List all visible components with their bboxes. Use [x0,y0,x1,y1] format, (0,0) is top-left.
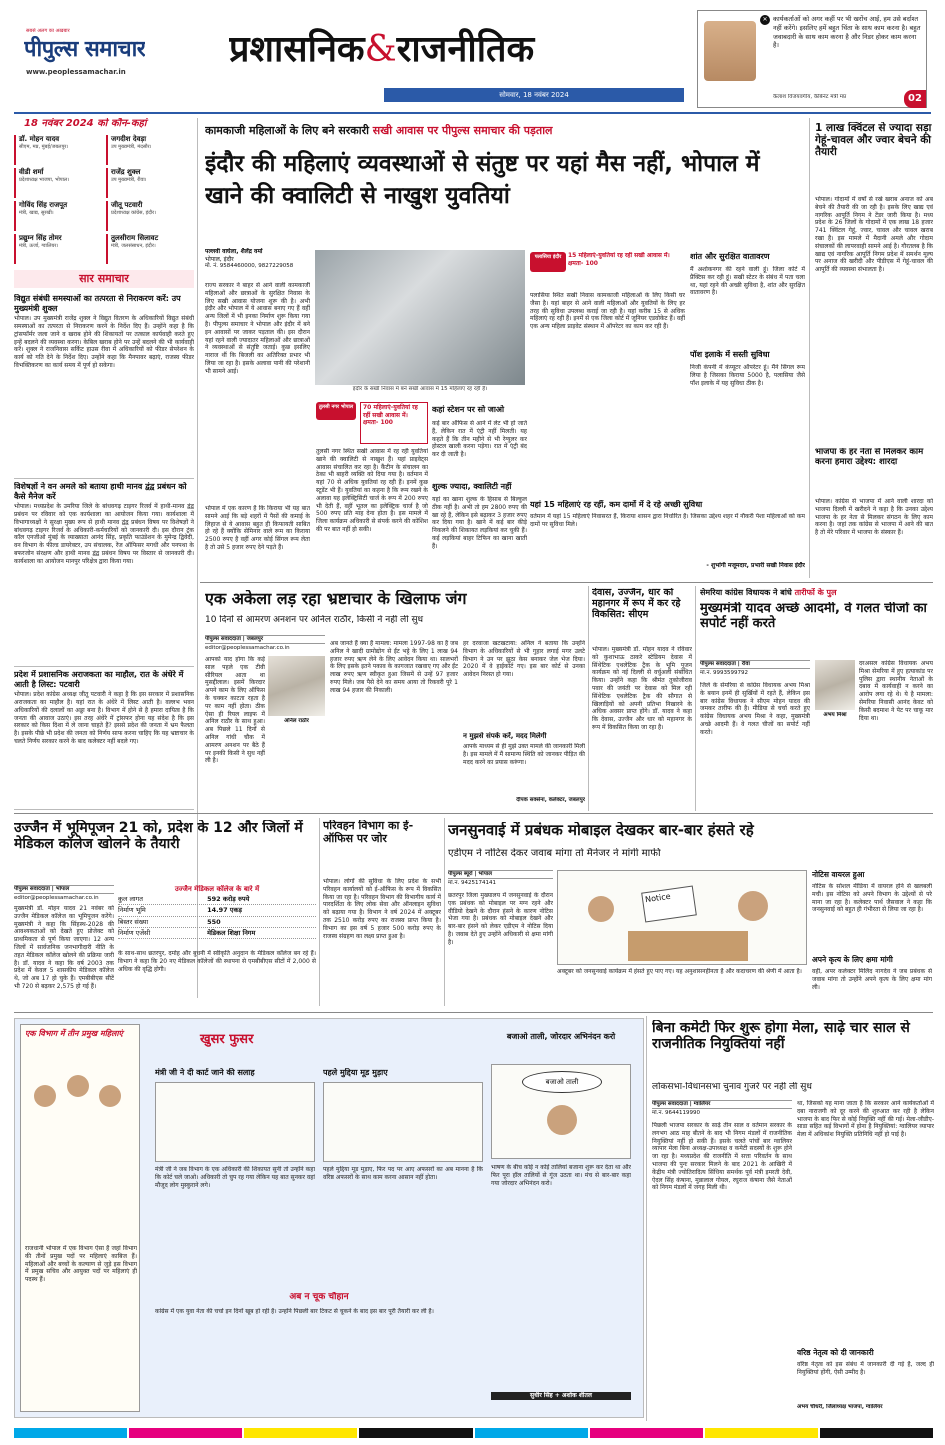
ujjain-table-value: 592 करोड़ रुपये [207,894,250,903]
indore-side2: निजी कंपनी में कंप्यूटर ऑपरेटर हूं। मैंने सिंगल रूम लिया है जिसका किराया 5000 है, पलासिया जैसे पॉश इलाके में यह सुविधा ठीक है। [690,364,805,387]
who-where-place: उप मुख्यमंत्री, मंदसौर। [111,143,152,150]
indore-sub3: यहां 15 महिलाएं रह रहीं, कम दामों में दे रहे अच्छी सुविधा [530,500,703,509]
indore-sub3-body: वर्तमान में यहां 15 महिलाएं निवासरत हैं, किराया शासन द्वारा निर्धारित है। जिसका उद्देश्य शहर में नौकरी पेशा महिलाओं को कम दामों पर सुविधा मिले। [530,513,805,528]
anshan-quote-by: दीपक सक्सेना, कलेक्टर, जबलपुर [516,797,585,803]
cartoon1-woman-3 [99,1085,121,1107]
anshan-byline: पीपुल्स संवाददाता | जबलपुर [205,635,325,644]
saar-item-headline: प्रदेश में प्रशासनिक अराजकता का माहौल, रात के अंधेरे में आती है लिस्ट: पटवारी [14,670,184,689]
anshan-col1: आपको याद होगा कि कई साल पहले एक टीवी सीरियल आता था मुसद्दीलाल। इसमें किरदार अपने काम के लिए ऑफिस के चक्कर काटता रहता है पर काम नहीं होता। ठीक ऐसा ही रियल लाइफ में अनिल राठौर के साथ हुआ। अब पिछले 11 दिनों से अनिल गांधी चौक में आमरण अनशन पर बैठे हैं पर इनकी किसी ने सुध नहीं ली है। [205,656,265,765]
semariya-headline: मुख्यमंत्री यादव अच्छे आदमी, वे गलत चीजों का सपोर्ट नहीं करते [700,602,927,631]
ujjain-table-row [118,894,316,905]
who-where-place: उप मुख्यमंत्री, रीवा। [111,176,147,183]
mela-sub-body: वरिष्ठ नेतृत्व को इस संबंध में जानकारी दी गई है, जल्द ही नियुक्तियां होंगी, ऐसी उम्मीद है। [797,1361,934,1376]
indore-sign: - शुभांगी मजूमदार, प्रभारी सखी निवास इंदौर [706,562,805,569]
anshan-subhead: 10 दिनों से आमरण अनशन पर अनिल राठौर, किसी ने नहीं ली सुध [205,615,424,625]
who-where-place: मंत्री, खाद्य, सुरखी। [19,209,54,216]
ujjain-table-value: मेडिकल शिक्षा निगम [207,928,256,937]
who-where-item [106,201,194,231]
ujjain-email: editor@peoplessamachar.co.in [14,895,99,901]
cartoon1-drawing [29,1065,129,1215]
saar-item-body: भोपाल। प्रदेश कांग्रेस अध्यक्ष जीतू पटवारी ने कहा है कि इस सरकार में प्रशासनिक अराजकता का माहौल है। यहां रात के अंधेरे में लिस्ट आती है। वल्लभ भवन अधिकारियों की दलालों का अड्डा बना है। विभाग में होने से है हमारा दायित्व है कि जनता की आवाज उठाएं। इस तरह अंधेरे में ट्रांसफर होना यह संदेश है कि इस सरकार को किस दिशा में ले जाना चाहते हैं? इससे प्रदेश की जनता में भ्रम फैलता है। इसके पीछे भी प्रदेश की जनता को निर्णय साफ करना चाहिए कि यह भ्रष्टाचार के चलते निर्णय सरकार करने के बाद कलेक्टर नहीं बदले गए। [14,691,194,746]
indore-sub: शांत और सुरक्षित वातावरण [690,252,770,261]
col-rule-6 [444,818,445,1006]
page-number: 02 [904,90,926,108]
masthead-logo: पीपुल्स समाचार [24,37,146,62]
semariya-kicker-plain: सेमरिया कांग्रेस विधायक ने बांधे [700,588,795,597]
who-where-place: मंत्री, जलसंसाधन, इंदौर। [111,242,156,249]
ujjain-table-row [118,928,316,939]
date-bar [384,88,684,102]
ujjain-table-row [118,917,316,928]
lead-kicker-red: सखी आवास पर पीपुल्स समाचार की पड़ताल [372,124,553,137]
minister-quote-author: कैलाश विजयवर्गीय, कैबिनेट मंत्री मप्र [773,94,847,100]
khusur-sign: सुधीर सिंह + अशोक शीतल [491,1392,631,1400]
row-rule-1 [200,582,933,583]
dewas-headline: देवास, उज्जैन, धार को महानगर में रूप में कर रहे विकसित: सीएम [592,588,681,620]
ujjain-byline: पीपुल्स संवाददाता | भोपाल [14,885,114,894]
ujjain-table-row [118,905,316,916]
khusur-cartoon-1 [155,1082,315,1162]
masthead-tagline: सबसे अलग का अख़बार [26,28,70,34]
minister-quote: कार्यकर्ताओं को अगर कहीं पर भी खरोंच आई, हम उसे बर्दाश्त नहीं करेंगे। इसलिए हमें बहुत चिंता के साथ काम करना है। बहुत जवाबदारी के साथ काम करना है और निडर होकर काम करना है। [773,15,921,50]
col-rule-2 [809,118,810,578]
ujjain-table-label: निर्माण भूमि [118,906,146,915]
saar-item [14,294,194,479]
reg-magenta [129,1428,242,1438]
lead-body-2: भोपाल में एक कारण है कि किराया भी यह बात सामने आई कि बड़े शहरों में पैसों की कमाई के लिहाज से ये आवास बहुत ही किफायती साबित हो रहे हैं क्योंकि सेमिनार वाले रूम का किराया 2500 रुपए है वहीं अगर कोई सिंगल रूम लेता है तो उसे 5 हजार रुपए देने पड़ते हैं। [205,505,310,551]
khusur-item1-head: मंत्री जी ने दी कार्ट जाने की सलाह [155,1068,255,1077]
cartoon1-woman-1 [34,1085,56,1107]
reg-magenta-2 [590,1428,703,1438]
who-where-grid [14,135,194,264]
anshan-col3: हर दरवाजा खटखटाया: अनिल ने बताया कि उन्होंने विभाग के अधिकारियों से भी गुहार लगाई मगर उलटे विभाग ने उन पर झूठा केस बनाकर जेल भेज दिया। 2020 में वे हाईकोर्ट गए। इस बार कोर्ट से उनका आवेदन निरस्त हो गया। [463,640,585,679]
jansunvai-side-body-2: वहीं, अपर कलेक्टर मिलिंद नागदेव ने जब प्रबंधक से जवाब मांगा तो उन्होंने अपने कृत्य के लिए क्षमा मांग ली। [812,968,932,991]
x-logo-icon: ✕ [760,15,770,25]
anshan-photo-caption: अनिल राठौर [284,718,309,724]
mela-sub: वरिष्ठ नेतृत्व को दी जानकारी [797,1348,874,1357]
jansunvai-mobile: मो.नं. 9425174141 [448,880,497,886]
mela-sign: अभय चौधरी, जिलाध्यक्ष भाजपा, ग्वालियर [797,1404,883,1410]
mela-body-2: था, जिसको यह माना जाता है कि सरकार आने कार्यकर्ताओं में दबा नाराजगी को दूर करने की शुरुआत कर रही है लेकिन भाजपा के बाद फिर से कोई नियुक्ति नहीं की गई। मेला-जीडीए-साडा सहित कई विभागों में होना है नियुक्तियां: ग्वालियर व्यापार मेला में अधिकांश नियुक्ति प्रतिनिधि नहीं हो पाई है। [797,1100,934,1139]
cartoon1-woman-2 [67,1075,89,1097]
who-where-place: मंत्री, ऊर्जा, ग्वालियर। [19,242,59,249]
ujjain-table-value: 14.97 एकड़ [207,906,242,915]
lead-kicker [205,124,805,140]
mela-mobile: मो.नं. 9644119990 [652,1110,701,1116]
semariya-mobile: मो.नं. 9993599792 [700,670,749,676]
khusur-cartoon-3-man [547,1105,577,1135]
speech-bubble [522,1071,602,1093]
semariya-kicker [700,588,933,598]
lead-byline-box [205,248,310,278]
ujjain-headline: उज्जैन में भूमिपूजन 21 को, प्रदेश के 12 और जिलों में मेडिकल कॉलेज खोलने के तैयारी [14,820,303,853]
cartoon-man-right [738,891,768,921]
who-where-name: डॉ. मोहन यादव [19,134,60,143]
registration-marks [14,1428,933,1438]
who-where-name: गोविंद सिंह राजपूत [19,200,68,209]
section-title [229,28,679,78]
mela-subhead: लोकसभा-विधानसभा चुनाव गुजरे पर नहीं ली सुध [652,1082,812,1092]
right-top-headline: 1 लाख क्विंटल से ज्यादा सड़ा गेहूं-चावल और ज्वार बेचने की तैयारी [815,122,932,159]
who-where-name: वीडी शर्मा [19,167,44,176]
reg-yellow-2 [705,1428,818,1438]
speech-bubble-text: बजाओ ताली [545,1078,579,1086]
semariya-photo [815,660,855,710]
tag-bhopal: तुलसी नगर भोपाल [316,402,356,420]
lead-mobile: मो. नं. 9584460000, 9827229058 [205,263,294,270]
lead-headline: इंदौर की महिलाएं व्यवस्थाओं से संतुष्ट पर यहां मैस नहीं, भोपाल में खाने की क्वालिटी से नाखुश युवतियां [205,151,760,210]
saar-item [14,670,194,810]
anshan-email: editor@peoplessamachar.co.in [205,645,290,651]
indore-side: मैं अशोकनगर की रहने वाली हूं। जिला कोर्ट में प्रैक्टिस कर रही हूं। सखी स्टेटर के संबंध में पता चला था, यहां रहने की अच्छी सुविधा है, शांत और सुरक्षित वातावरण है। [690,266,805,297]
quote-box [697,10,927,108]
ujjain-body-2: के साथ-साथ छतरपुर, दमोह और बुधनी में स्वीकृति अनुदान के मेडिकल कॉलेज बन रहे हैं। विभाग ने कहा कि 20 नए मेडिकल कॉलेजों की स्थापना से एमबीबीएस सीटों में 2,000 से अधिक की वृद्धि होगी। [118,950,316,973]
reg-cyan-2 [475,1428,588,1438]
cartoon-desk [628,931,748,961]
right-top-sub: भाजपा के हर नेता से मिलकर काम करना हमारा उद्देश्य: शारदा [815,448,924,467]
sub1-body: कई बार ऑफिस से आने में लेट भी हो जाते हैं, लेकिन रात में एंट्री नहीं मिलती। यह कहते हैं कि तीन महीने से भी रेग्युलर कर होस्टल खाली करना पड़ेगा। रात में एंट्री बंद कर दी जाती है। [432,420,527,459]
saar-box [14,270,194,810]
saar-item-body: भोपाल। मध्यप्रदेश के उमरिया जिले के बांधवगढ़ टाइगर रिजर्व में हाथी-मानव द्वंद्व प्रबंधन पर रविवार को एक कार्यशाला का आयोजन किया गया। कार्यशाला में विभागाध्यक्षों ने सुरक्षा मुख्य रूप से हाथी मानव द्वंद्व प्रबंधन विषय पर विशेषज्ञों ने बांधवगढ़ टाइगर रिजर्व के अधिकारी-कर्मचारियों को जानकारी दी। इस दौरान ट्रंक कॉल एनजीओ मुंबई के व्याख्याता आनंद सिंह, प्रकृति फाउंडेशन के मुमेन्द्र द्विवेदी, वन विभाग के फील्ड डायरेक्टर, उप संचालक, रेंज ऑफिसर मगधी और पनपथा के बफरजोन संरक्षण और हाथी मानव द्वंद्व प्रबंधन विषय पर विस्तार से जानकारी दी। कार्यशाला का आयोजन मानपुर परिक्षेत्र द्वारा किया गया। [14,503,194,565]
who-where-item [106,234,194,264]
tag-indore: पलासिया इंदौर [530,252,566,272]
dewas-body: भोपाल। मुख्यमंत्री डॉ. मोहन यादव ने रविवार को कुशाभाऊ ठाकरे स्टेडियम देवास में सिंथेटिक एथलेटिक ट्रैक के भूमि पूजन कार्यक्रम को नई दिल्ली से वर्चुअली संबोधित किया। उन्होंने कहा कि श्रीमंत तुकोजीराव पवार की जयंती पर देवास को मिल रही सिंथेटिक एथलेटिक ट्रैक की सौगात से खिलाड़ियों को अपनी प्रतिभा निखारने के अधिक अवसर प्राप्त होंगे। डॉ. यादव ने कहा कि देवास, उज्जैन और धार को महानगर के रूप में विकसित किया जा रहा है। [592,646,692,731]
cartoon-man-left [588,896,614,922]
who-where-name: प्रद्युम्न सिंह तोमर [19,233,62,242]
jansunvai-side-body: नोटिस के सोशल मीडिया में वायरल होने से खलबली मची। इस नोटिस को अपने विभाग के उद्देश्यों से परे माना जा रहा है। कलेक्टर पार्थ जैसवाल ने कहा कि जनसुनवाई को बहुत ही गंभीरता से लिया जा रहा है। [812,883,932,914]
jansunvai-headline: जनसुनवाई में प्रबंधक मोबाइल देखकर बार-बार हंसते रहे [448,822,754,839]
stat-bhopal: 70 महिलाएं-युवतियां रह रहीं सखी आवास में। क्षमता- 100 [360,402,428,444]
jansunvai-body: छतरपुर जिला मुख्यालय में जनसुनवाई के दौरान एक प्रबंधक को मोबाइल पर मग्न रहने और वीडियो देखने के दौरान हंसने के कारण नोटिस भेजा गया है। प्रबंधक को मोबाइल देखने और बार-बार हंसने को लेकर एडीएम ने नोटिस दिया है। जवाब देते हुए उन्होंने अधिकारी से क्षमा मांगी है। [448,892,553,946]
mela-body: पिछली भाजपा सरकार के साढ़े तीन साल व वर्तमान सरकार के लगभग आठ माह बीतने के बाद भी निगम मंडलों में राजनीतिक नियुक्तियां नहीं हो सकी हैं। इसके चलते पांचों बार ग्वालियर व्यापार मेला बिना अध्यक्ष-उपाध्यक्ष व कमेटी सदस्यों के शुरू होने जा रहा है। मध्यप्रदेश की राजनीति में सत्ता परिवर्तन के साथ भाजपा की पुनः सरकार मिलने के बाद 2021 के आखिरी में केंद्रीय मंत्री ज्योतिरादित्य सिंधिया समर्थक पूर्व मंत्री इमरती देवी, ऐदल सिंह कंषाना, मुन्नालाल गोयल, रघुराज कंषाना जैसे नेताओं को निगम मंडलों में जगह मिली थी। [652,1122,792,1192]
masthead-website: www.peoplessamachar.in [26,68,126,76]
lead-photo-caption: इंदौर के सखी निवास में बने सखी आवास में 15 महिलाएं रह रही हैं। [352,386,488,392]
who-where-place: सीएम, मप्र, मुंबई/जबलपुर। [19,143,69,150]
saar-item-headline: विद्युत संबंधी समस्याओं का तत्परता से निराकरण करें: उप मुख्यमंत्री शुक्ल [14,294,181,313]
who-where-item [14,135,102,165]
issue-date: सोमवार, 18 नवंबर 2024 [499,91,569,99]
who-where-item [14,168,102,198]
sub1-head: कहां स्टेशन पर सो जाओ [432,405,505,414]
ujjain-table-label: निर्माण एजेंसी [118,928,151,937]
ujjain-table-label: कुल लागत [118,894,143,903]
semariya-byline: पीपुल्स संवाददाता | रीवा [700,660,810,669]
col-rule-4 [695,586,696,811]
section-title-amp: & [364,29,397,70]
stat-indore: 15 महिलाएं-युवतियां रह रहीं सखी आवास में। क्षमता- 100 [568,252,670,267]
who-where-name: जगदीश देवड़ा [111,134,147,143]
col-rule-5 [319,818,320,1006]
who-where-item [106,168,194,198]
jansunvai-byline: पीपुल्स ब्यूरो | भोपाल [448,870,553,879]
anshan-col2: अब जानते हैं क्या है मामला: मामला 1997-98 का है जब अनिल ने खादी ग्रामोद्योग से ईंट भट्टे के लिए 1 लाख 94 हजार रुपए ऋण लेने के लिए आवेदन किया था। सालभरों के लिए इसके इतने पकाव के कागजात रखवाए गए और ईंट लाख रुपए ऋण स्वीकृत हुआ जिसमें से उन्हें 97 हजार रुपए मिले। जब पैसे देने का समय आया तो रिकवरी पूरे 1 लाख 94 हजार की निकाली। [330,640,458,694]
saar-list [14,294,194,810]
jansunvai-side-head-2: अपने कृत्य के लिए क्षमा मांगी [812,955,893,964]
anshan-sub: न मुझसे संपर्क करें, मदद मिलेगी [463,732,547,740]
khusur-bottom-head: अब न चूक चौहान [289,1292,349,1302]
indore-body: पलासिया स्थित सखी निवास कामकाजी महिलाओं के लिए किसी घर जैसा है। यहां बाहर से आने वाली महिलाओं और युवतियों के लिए हर तरह की सुविधा उपलब्ध कराई जा रही है। यहां करीब 15 से अधिक महिलाएं रह रही हैं। इनमें से एक जिला कोर्ट में जूनियर एडवोकेट हैं। वहीं एक अन्य महिला प्राइवेट संस्थान में ऑपरेटर का काम कर रही हैं। [530,292,685,331]
anshan-photo [268,656,325,716]
cartoon1-box [20,1024,140,1412]
cartoon1-body: राजधानी भोपाल में एक विभाग ऐसा है जहां विभाग की तीनों प्रमुख पदों पर महिलाएं काबिज हैं। महिलाओं और बच्चों के कल्याण से जुड़े इस विभाग में प्रमुख सचिव और आयुक्त पदों पर महिलाएं ही पदस्थ हैं। [25,1245,137,1284]
ujjain-table-value: 550 [207,917,221,926]
masthead-rule [14,112,931,114]
lead-body-1: राज्य सरकार ने बाहर से आने वाली कामकाजी महिलाओं और छात्राओं के सुरक्षित निवास के लिए सखी आवास योजना शुरू की है। अभी इंदौर और भोपाल में ये आवास बनाए गए हैं वहीं अन्य जिलों में भी इनका निर्माण शुरू किया गया है। पीपुल्स समाचार ने भोपाल और इंदौर में बने इन आवासों पर जाकर पड़ताल की। इस दौरान यहां रहने वाली ज्यादातर महिलाओं और छात्राओं ने व्यवस्थाओं से संतुष्टि जताई। कुछ इसलिए नाराज थीं कि बिजली का अतिरिक्त प्रभार भी लिया जा रहा है। इसके अलावा पानी की परेशानी भी सामने आई। [205,282,310,375]
row-rule-2 [14,813,933,814]
sub2-body: यहां का खाना शुल्क के हिसाब से बिल्कुल ठीक नहीं है। अभी तो हम 2800 रुपए की खा रहे हैं, लेकिन इसे बढ़ाकर 3 हजार रुपए कर दिया गया है। खाने में कई बार कीड़े निकलने की शिकायत लड़कियां कर चुकी हैं। कई लड़कियां बाहर टिफिन का खाना खाती हैं। [432,496,527,550]
khusur-item2-head: पहले मुद्दिया मूड मुड़ाए [323,1068,388,1077]
khusur-item3-head: बजाओ ताली, जोरदार अभिनंदन करो [506,1032,616,1041]
cartoon1-title: एक विभाग में तीन प्रमुख महिलाएं [25,1029,123,1038]
notice-label: Notice [644,891,672,905]
masthead [14,10,931,110]
ujjain-table-title: उज्जैन मेडिकल कॉलेज के बारे में [174,885,260,893]
jansunvai-side-head: नोटिस वायरल हुआ [812,870,865,879]
ujjain-table-label: बिस्तर संख्या [118,917,149,926]
jansunvai-caption: अक्टूबर को जनसुनवाई कार्यक्रम में हंसते हुए पाए गए। यह अनुशासनहीनता है और कदाचरण की श्रेणी में आता है। [557,968,802,975]
right-top-sub-body: भोपाल। कांग्रेस से भाजपा में आने वाली शारदा को भाजपा दिल्ली में खरीदने ने कहा है कि उनका उद्देश्य भाजपा के हर नेता से मिलकर संगठन के लिए काम करना है। जहां तक कांग्रेस से भाजपा में आने की बात है तो मेरे परिवार में भाजपा के संस्कार हैं। [815,498,933,537]
ujjain-body: मुख्यमंत्री डॉ. मोहन यादव 21 नवंबर को उज्जैन मेडिकल कॉलेज का भूमिपूजन करेंगे। मुख्यमंत्री ने कहा कि सिंहस्थ-2028 की आवश्यकताओं को देखते हुए प्रोजेक्ट को प्राथमिकता से पूर्ण किया जाएगा। 12 अन्य जिलों में सार्वजनिक जनभागीदारी नीति के तहत मेडिकल कॉलेज खोलने की प्रक्रिया जारी है। डॉ. यादव ने कहा कि वर्ष 2003 तक प्रदेश में केवल 5 शासकीय मेडिकल कॉलेज थे, जो अब 17 हो चुके हैं। एमबीबीएस सीटें भी 720 से बढ़कर 2,575 हो गई हैं। [14,905,114,990]
who-where-name: जीतू पटवारी [111,200,143,209]
section-title-left: प्रशासनिक [229,29,365,70]
jansunvai-cartoon [557,870,807,965]
who-where-item [106,135,194,165]
who-where-item [14,234,102,264]
jansunvai-subhead: एडीएम ने नोटिस देकर जवाब मांगा तो मैनेजर ने मांगी माफी [448,848,661,859]
mela-headline: बिना कमेटी फिर शुरू होगा मेला, साढ़े चार साल से राजनीतिक नियुक्तियां नहीं [652,1020,910,1053]
ujjain-table [118,885,316,945]
who-where-name: तुलसीराम सिलावट [111,233,159,242]
who-where-place: प्रदेशाध्यक्ष भाजपा, भोपाल। [19,176,70,183]
saar-item-headline: विशेषज्ञों ने वन अमले को बताया हाथी मानव द्वंद्व प्रबंधन को कैसे मैनेज करें [14,482,187,501]
reg-yellow [244,1428,357,1438]
semariya-col2: दरअसल कांग्रेस विधायक अभय मिश्रा सेमरिया में हुए हत्याकांड पर पुलिस द्वारा स्थानीय नेताओं के दबाव में कार्यवाही न करने का आरोप लगा रहे थे। ये है मामला: सेमरिया निवासी आनंद केवट को किसी बदमाश ने पेट पर चाकू मार दिया था। [859,660,933,722]
semariya-photo-caption: अभय मिश्रा [823,712,847,718]
khusur-cartoon-2 [323,1082,483,1162]
col-rule-3 [588,586,589,811]
khusur-bottom-body: कांग्रेस में एक युवा नेता की चर्चा इन दिनों खूब हो रही है। उन्होंने पिछली बार टिकट से चूकने के बाद इस बार पूरी तैयारी कर ली है। [155,1308,434,1315]
ujjain-table-rows [118,894,316,939]
who-where-item [14,201,102,231]
saar-item [14,482,194,667]
lead-photo [315,250,525,385]
mela-byline: पीपुल्स संवाददाता | ग्वालियर [652,1100,792,1109]
lead-byline: पल्लवी वाघेला, शैलेंद्र वर्मा [205,248,263,255]
lead-byline-place: भोपाल, इंदौर [205,255,234,263]
semariya-kicker-red: तारीफों के पुल [794,588,837,597]
anshan-headline: एक अकेला लड़ रहा भ्रष्टाचार के खिलाफ जंग [205,590,467,608]
khusur-box [145,1024,639,1412]
who-where-title: 18 नवंबर 2024 को कौन-कहां [24,118,147,129]
col-rule-7 [646,1016,647,1421]
khusur-cartoon-3 [491,1064,631,1159]
reg-cyan [14,1428,127,1438]
saar-item-body: भोपाल। उप मुख्यमंत्री राजेंद्र शुक्ल ने विद्युत वितरण के अधिकारियों विद्युत संबंधी समस्याओं का तत्परता से निराकरण करने के निर्देश दिए हैं। उन्होंने कहा है कि ट्रांसफॉर्मर जला जाने व खराब होने की शिकायतों पर तत्काल कार्यवाही करते हुए इन्हें बदलने की व्यवस्था करना। केबिल खराब होने पर उन्हें बदलने की भी कार्यवाही करें। शुक्ल ने राजनिवास सर्किट हाउस रीवा में अधिकारियों को फीडर सेपरेशन के कार्य को गति देने के निर्देश दिए। उन्होंने कहा कि मैनपावर बढ़ाएं, राजस्व फीडर विभक्तिकरण का कार्य समय में पूर्ण हो सकेगा। [14,315,194,370]
anshan-quote: आपके माध्यम से ही मुझे उक्त मामले की जानकारी मिली है। इस मामले में मैं सामान्य स्थिति को जानकर पीड़ित की मदद करने का प्रयास करूंगा। [463,743,585,766]
notice-paper [641,886,697,923]
who-where-box [14,118,194,268]
who-where-place: प्रदेशाध्यक्ष कांग्रेस, इंदौर। [111,209,157,216]
reg-black-2 [820,1428,933,1438]
khusur-item1-body: मंत्री जी ने जब विभाग के एक अधिकारी की शिकायत सुनी तो उन्होंने कहा कि कोर्ट चले जाओ। अधिकारी तो चुप रह गया लेकिन यह बात सुनकर वहां मौजूद लोग मुस्कुराने लगे। [155,1166,315,1189]
khusur-item2-body: पहले मुद्दिया मूड मुड़ाए, फिर पद पर आए अफसरों का अब मानना है कि वरिष्ठ अफसरों के साथ काम करना आसान नहीं होता। [323,1166,483,1181]
row-rule-3 [14,1012,933,1013]
lead-kicker-plain: कामकाजी महिलाओं के लिए बने सरकारी [205,124,373,137]
minister-photo [704,21,756,81]
khusur-title: खुसर फुसर [200,1032,254,1047]
bhopal-body: तुलसी नगर स्थित सखी आवास में रह रही युवतियां खाने की क्वालिटी से नाखुश हैं। यहां प्राइवेट्स आवास संचालित कर रहा है। कैंटीन के संचालन का ठेका भी बाहरी व्यक्ति को दिया गया है। वर्तमान में यहां 70 से अधिक युवतियां रह रही हैं। इनमें कुछ स्टूडेंट भी हैं। युवतियां का कहना है कि रूम रखने के अलावा यह इलेक्ट्रिसिटी चार्ज के रूप में 200 रुपए भी देती हैं, वहीं भूतल का इलेक्ट्रिक चार्ज है जो 500 रुपए प्रति माह देना होता है। इस मामले में जिला कार्यक्रम अधिकारी से संपर्क करने की कोशिश की पर बात नहीं हो सकी। [316,448,428,533]
reg-black [359,1428,472,1438]
transport-headline: परिवहन विभाग का ई-ऑफिस पर जोर [323,820,414,845]
right-top-body: भोपाल। गोदामों में वर्षों से रखे खराब अनाज को अब बेचने की तैयारी की जा रही है। इसके लिए खाद्य एवं नागरिक आपूर्ति निगम ने टेंडर जारी किया है। मध्य प्रदेश के 26 जिलों के गोदामों में एक लाख 18 हजार 741 क्विंटल गेहूं, ज्वार, चावल और चावल खराब रखा है। इस मामले में मैदानी अमले और गोदाम संचालकों की लापरवाही सामने आई है। गौरतलब है कि खाद्य एवं नागरिक आपूर्ति निगम प्रदेश में समर्थन मूल्य पर अनाज की खरीदी और पीडीएस में गेहूं-चावल की आपूर्ति की व्यवस्था संभालता है। [815,196,933,274]
section-title-right: राजनीतिक [396,29,535,70]
who-where-name: राजेंद्र शुक्ल [111,167,141,176]
saar-title: सार समाचार [14,270,194,288]
khusur-item3-body: भाषण के बीच कोई न कोई तालियां बजाना शुरू कर देता था और फिर पूरा हॉल तालियों से गूंज उठता था। मंच से बार-बार कहा गया जोरदार अभिनंदन करो। [491,1164,631,1187]
transport-body: भोपाल। लोगों की सुविधा के लिए प्रदेश के सभी परिवहन कार्यालयों को ई-ऑफिस के रूप में विकसित किया जा रहा है। परिवहन विभाग की विभागीय कार्य में पारदर्शिता के लिए लोक सेवा और ऑनलाइन सुविधा को बढ़ाया गया है। विभाग ने वर्ष 2024 में अक्टूबर तक 2510 करोड़ रुपए का राजस्व प्राप्त किया है। विभाग का इस वर्ष 5 हजार 500 करोड़ रुपए के राजस्व संग्रहण का लक्ष्य प्राप्त हुआ है। [323,878,441,940]
sub2-head: शुल्क ज्यादा, क्वालिटी नहीं [432,482,512,491]
semariya-col1: जिले के सेमरिया से कांग्रेस विधायक अभय मिश्रा के बयान इनमें ही सुर्खियों में रहते हैं, लेकिन इस बार कांग्रेस विधायक ने सीएम मोहन यादव की जमकर तारीफ की है। मीडिया से चर्चा करते हुए कांग्रेस विधायक अभय मिश्रा ने कहा, मुख्यमंत्री अच्छे आदमी हैं। वे गलत चीजों का सपोर्ट नहीं करते। [700,682,810,736]
indore-sub2: पॉश इलाके में सस्ती सुविधा [690,350,770,359]
